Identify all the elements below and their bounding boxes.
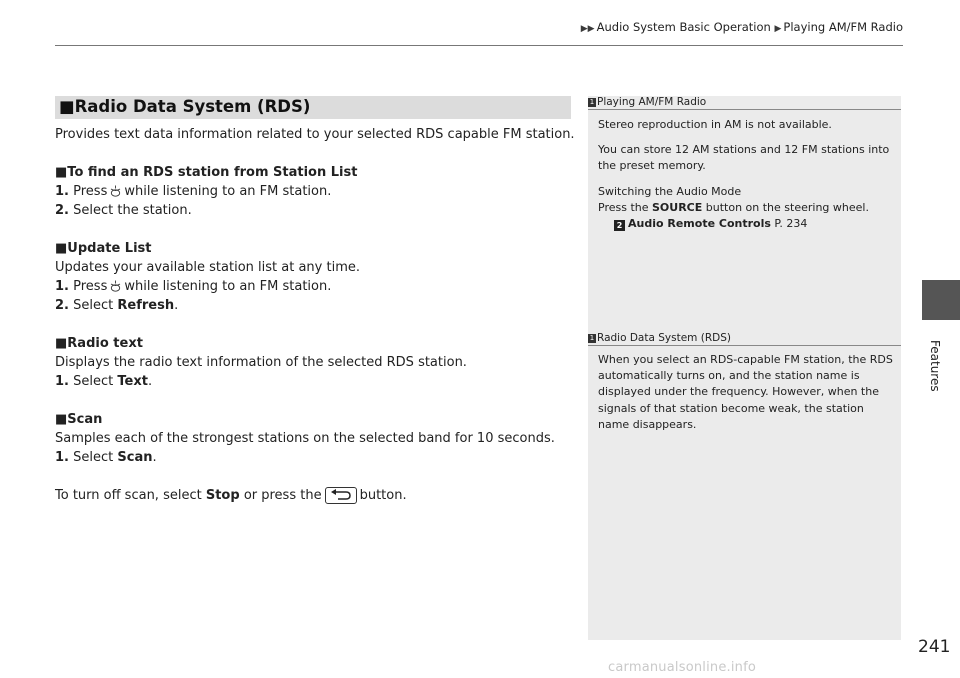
selector-knob-icon: [110, 280, 121, 292]
scan-off-text: To turn off scan, select Stop or press the button.: [55, 488, 407, 503]
section-header: [55, 96, 571, 119]
chapter-tab: [922, 280, 960, 320]
radio-text-step-1: 1. Select Text.: [55, 374, 153, 389]
note-header-rds: 1 Radio Data System (RDS): [588, 332, 901, 346]
update-desc: Updates your available station list at any time.: [55, 260, 360, 275]
subheading-radio-text: ■Radio text: [55, 336, 143, 351]
cross-reference: 2 Audio Remote Controls P. 234: [598, 216, 894, 232]
breadcrumb-item: Playing AM/FM Radio: [783, 20, 903, 34]
subheading-update: ■Update List: [55, 241, 152, 256]
arrow-right-icon: ▶: [774, 24, 782, 34]
note-body-playing-am-fm: Stereo reproduction in AM is not available. You can store 12 AM stations and 12 FM stations into the preset memory. Switching the Audio Mode Press the SOURCE button on the steering wheel. 2 Audio Remote Controls P. 234: [598, 117, 894, 232]
subheading-find: ■To find an RDS station from Station List: [55, 165, 358, 180]
page-number: 241: [918, 637, 951, 657]
back-button-icon: [325, 487, 357, 504]
scan-step-1: 1. Select Scan.: [55, 450, 157, 465]
note-marker-icon: 1: [589, 334, 595, 342]
scan-desc: Samples each of the strongest stations on the selected band for 10 seconds.: [55, 431, 555, 446]
update-step-2: 2. Select Refresh.: [55, 298, 179, 313]
find-step-2: 2. Select the station.: [55, 203, 192, 218]
radio-text-desc: Displays the radio text information of the selected RDS station.: [55, 355, 467, 370]
breadcrumb: [560, 20, 903, 34]
intro-text: Provides text data information related to your selected RDS capable FM station.: [55, 127, 575, 142]
reference-arrow-icon: 2: [614, 220, 625, 231]
chapter-label: Features: [928, 340, 942, 392]
main-content: [55, 125, 575, 505]
selector-knob-icon: [110, 185, 121, 197]
arrow-right-icon: ▶▶: [580, 24, 595, 34]
note-body-rds: When you select an RDS-capable FM station, the RDS automatically turns on, and the station name is displayed under the frequency. However, when the signals of that station become weak, the station name disappears.: [598, 353, 893, 431]
section-title: ■Radio Data System (RDS): [59, 97, 311, 116]
note-marker-icon: 1: [589, 98, 595, 106]
subheading-scan: ■Scan: [55, 412, 103, 427]
find-step-1: 1. Press while listening to an FM station.: [55, 184, 332, 199]
update-step-1: 1. Press while listening to an FM station.: [55, 279, 332, 294]
note-header-playing-am-fm: 1 Playing AM/FM Radio: [588, 96, 901, 110]
header-divider: [55, 45, 903, 46]
breadcrumb-item: Audio System Basic Operation: [596, 20, 771, 34]
watermark: carmanualsonline.info: [608, 660, 757, 675]
